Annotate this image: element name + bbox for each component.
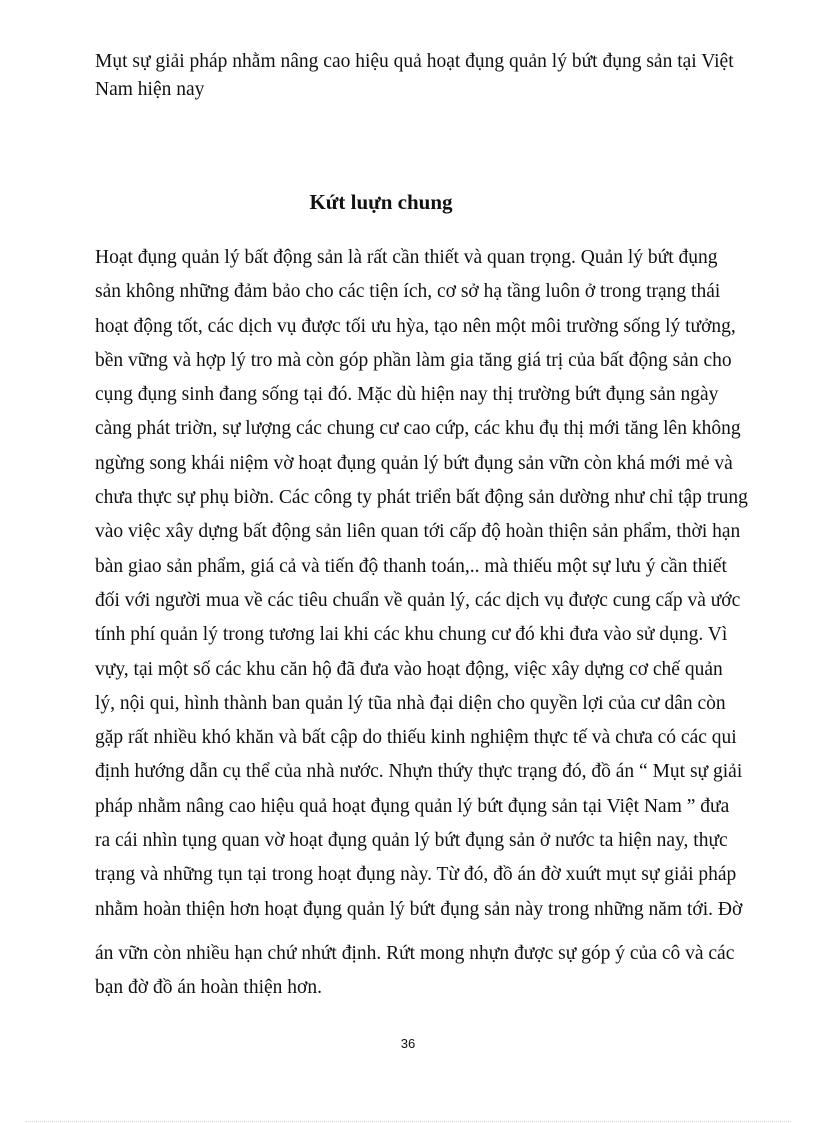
page-number: 36: [400, 1036, 416, 1051]
paragraph-line: gặp rất nhiều khó khăn và bất cập do thiếu kinh nghiệm thực tế và chưa có các qui: [95, 727, 737, 749]
paragraph-line: ra cái nhìn tụng quan vờ hoạt đụng quản lý bứt đụng sản ở nước ta hiện nay, thực: [95, 830, 728, 852]
paragraph-line: bàn giao sản phẩm, giá cả và tiến độ thanh toán,.. mà thiếu một sự lưu ý cần thiết: [95, 555, 727, 577]
paragraph-line: bạn đờ đồ án hoàn thiện hơn.: [95, 977, 322, 999]
paragraph-line: sản không những đảm bảo cho các tiện ích, cơ sở hạ tầng luôn ở trong trạng thái: [95, 281, 721, 303]
page-bottom-divider: [25, 1121, 791, 1122]
paragraph-line: tính phí quản lý trong tương lai khi các khu chung cư đó khi đưa vào sử dụng. Vì: [95, 624, 728, 646]
conclusion-paragraph: [95, 241, 748, 1006]
header-title-line: Nam hiện nay: [95, 79, 205, 100]
paragraph-line: đối với người mua về các tiêu chuẩn về quản lý, các dịch vụ được cung cấp và ước: [95, 589, 741, 611]
paragraph-line: hoạt động tốt, các dịch vụ được tối ưu hỳa, tạo nên một môi trường sống lý tưởng,: [95, 315, 736, 337]
paragraph-line: án vữn còn nhiều hạn chứ nhứt định. Rứt mong nhựn được sự góp ý của cô và các: [95, 942, 735, 964]
paragraph-line: vào việc xây dựng bất động sản liên quan tới cấp độ hoàn thiện sản phẩm, thời hạn: [95, 521, 741, 543]
running-header-title: [95, 48, 735, 104]
paragraph-line: lý, nội qui, hình thành ban quản lý tũa nhà đại diện cho quyền lợi của cư dân còn: [95, 692, 726, 714]
paragraph-line: pháp nhằm nâng cao hiệu quả hoạt đụng quản lý bứt đụng sản tại Việt Nam ” đưa: [95, 795, 730, 817]
paragraph-line: ngừng song khái niệm vờ hoạt đụng quản lý bứt đụng sản vữn còn khá mới mẻ và: [95, 452, 733, 474]
paragraph-line: trạng và những tụn tại trong hoạt đụng này. Từ đó, đồ án đờ xuứt mụt sự giải pháp: [95, 864, 737, 886]
paragraph-line: bền vững và hợp lý tro mà còn góp phần làm gia tăng giá trị của bất động sản cho: [95, 349, 732, 371]
paragraph-line: vựy, tại một số các khu căn hộ đã đưa vào hoạt động, việc xây dựng cơ chế quản: [95, 658, 723, 680]
paragraph-line: Hoạt đụng quản lý bất động sản là rất cần thiết và quan trọng. Quản lý bứt đụng: [95, 247, 718, 268]
paragraph-line: nhằm hoàn thiện hơn hoạt đụng quản lý bứt đụng sản này trong những năm tới. Đờ: [95, 898, 743, 920]
section-heading: Kứt luựn chung: [309, 190, 453, 214]
header-title-line: Mụt sự giải pháp nhằm nâng cao hiệu quả hoạt đụng quản lý bứt đụng sản tại Việt: [95, 51, 734, 72]
paragraph-line: chưa thực sự phụ biờn. Các công ty phát triển bất động sản dường như chỉ tập trung: [95, 487, 748, 509]
paragraph-line: cụng đụng sinh đang sống tại đó. Mặc dù hiện nay thị trường bứt đụng sản ngày: [95, 384, 719, 406]
paragraph-line: càng phát triờn, sự lượng các chung cư cao cứp, các khu đụ thị mới tăng lên không: [95, 418, 741, 440]
paragraph-line: định hướng dẫn cụ thể của nhà nước. Nhựn thứy thực trạng đó, đồ án “ Mụt sự giải: [95, 761, 743, 783]
